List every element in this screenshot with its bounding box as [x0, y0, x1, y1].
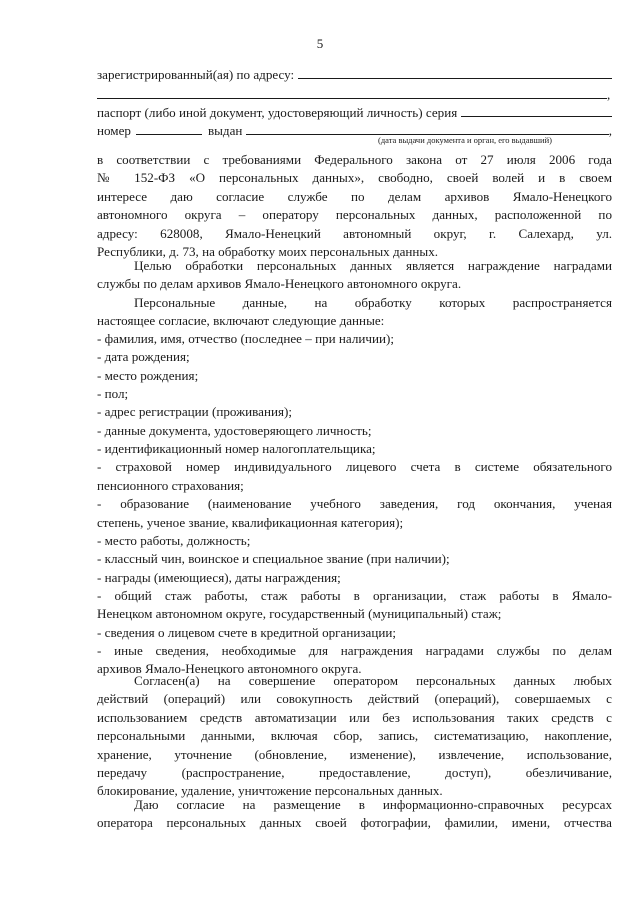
number-row: номер выдан , [97, 123, 612, 138]
intro-line: интересе даю согласие службе по делам архивов Ямало-Ненецкого [97, 188, 612, 204]
data-list-item: степень, ученое звание, квалификационная категория); [97, 514, 404, 530]
registered-address-field[interactable] [298, 66, 612, 79]
intro-line: Республики, д. 73, на обработку моих персональных данных. [97, 244, 439, 259]
address-continuation-row: , [97, 85, 612, 97]
passport-row [97, 104, 612, 122]
data-list-item: - образование (наименование учебного заведения, год окончания, ученая [97, 496, 612, 512]
page-number: 5 [316, 36, 324, 51]
data-list-item: - фамилия, имя, отчество (последнее – при наличии); [97, 331, 394, 346]
consent-line: передачу (распространение, предоставление, доступ), обезличивание, [97, 765, 612, 780]
data-list-item: - данные документа, удостоверяющего личность; [97, 422, 372, 438]
consent-line: использованием средств автоматизации или без использования таких средств с [97, 709, 612, 725]
data-list-item: - иные сведения, необходимые для награждения наградами службы по делам [97, 642, 612, 658]
consent-line: персональными данными, включая сбор, запись, систематизацию, накопление, [97, 728, 612, 744]
data-intro-line: настоящее согласие, включают следующие данные: [97, 313, 385, 329]
data-intro-line: Персональные данные, на обработку которых распространяется [134, 295, 612, 310]
data-list-item: - идентификационный номер налогоплательщика; [97, 441, 376, 457]
registered-address-label: зарегистрированный(ая) по адресу: [97, 67, 295, 82]
data-list-item: - общий стаж работы, стаж работы в организации, стаж работы в Ямало- [97, 587, 612, 603]
consent-line: хранение, уточнение (обновление, изменение), извлечение, использование, [97, 746, 612, 762]
data-list-item: архивов Ямало-Ненецкого автономного округа. [97, 661, 362, 677]
data-list-item: Ненецком автономном округе, государственный (муниципальный) стаж; [97, 606, 502, 622]
intro-line: адресу: 628008, Ямало-Ненецкий автономный округ, г. Салехард, ул. [97, 225, 612, 241]
purpose-line: Целью обработки персональных данных является награждение наградами [134, 258, 612, 273]
consent-line: действий (операций) или совокупность действий (операций), совершаемых с [97, 691, 612, 707]
issued-label: выдан [207, 123, 243, 138]
consent-line: Согласен(а) на совершение оператором персональных данных любых [134, 673, 612, 688]
intro-line: № 152-ФЗ «О персональных данных», свободно, своей волей и в своем [97, 170, 612, 186]
consent-line: блокирование, удаление, уничтожение персональных данных. [97, 783, 443, 799]
passport-series-field[interactable] [461, 104, 612, 117]
data-list-item: - место работы, должность; [97, 532, 251, 548]
number-label: номер [97, 123, 131, 138]
publish-line: Даю согласие на размещение в информационно-справочных ресурсах [134, 797, 612, 812]
passport-number-field[interactable] [136, 121, 202, 135]
data-list-item: - сведения о лицевом счете в кредитной организации; [97, 624, 397, 640]
data-list-item: - адрес регистрации (проживания); [97, 404, 293, 420]
data-list-item: пенсионного страхования; [97, 477, 244, 493]
data-list-item: - место рождения; [97, 367, 199, 383]
data-list-item: - классный чин, воинское и специальное звание (при наличии); [97, 551, 450, 567]
intro-line: в соответствии с требованиями Федерального закона от 27 июля 2006 года [97, 152, 612, 167]
passport-label: паспорт (либо иной документ, удостоверяющий личность) серия [97, 105, 458, 120]
intro-line: автономного округа – оператору персональных данных, расположенной по [97, 207, 612, 223]
address-continuation-field[interactable] [97, 85, 607, 99]
data-list-item: - награды (имеющиеся), даты награждения; [97, 569, 341, 585]
purpose-line: службы по делам архивов Ямало-Ненецкого автономного округа. [97, 276, 462, 292]
registered-address-row [97, 66, 612, 84]
issued-caption: (дата выдачи документа и орган, его выдавший) [378, 135, 552, 145]
data-list-item: - пол; [97, 386, 129, 402]
issued-by-field[interactable] [246, 122, 608, 135]
data-list-item: - дата рождения; [97, 349, 190, 365]
data-list-item: - страховой номер индивидуального лицевого счета в системе обязательного [97, 459, 612, 475]
publish-line: оператора персональных данных своей фотографии, фамилии, имени, отчества [97, 815, 612, 831]
